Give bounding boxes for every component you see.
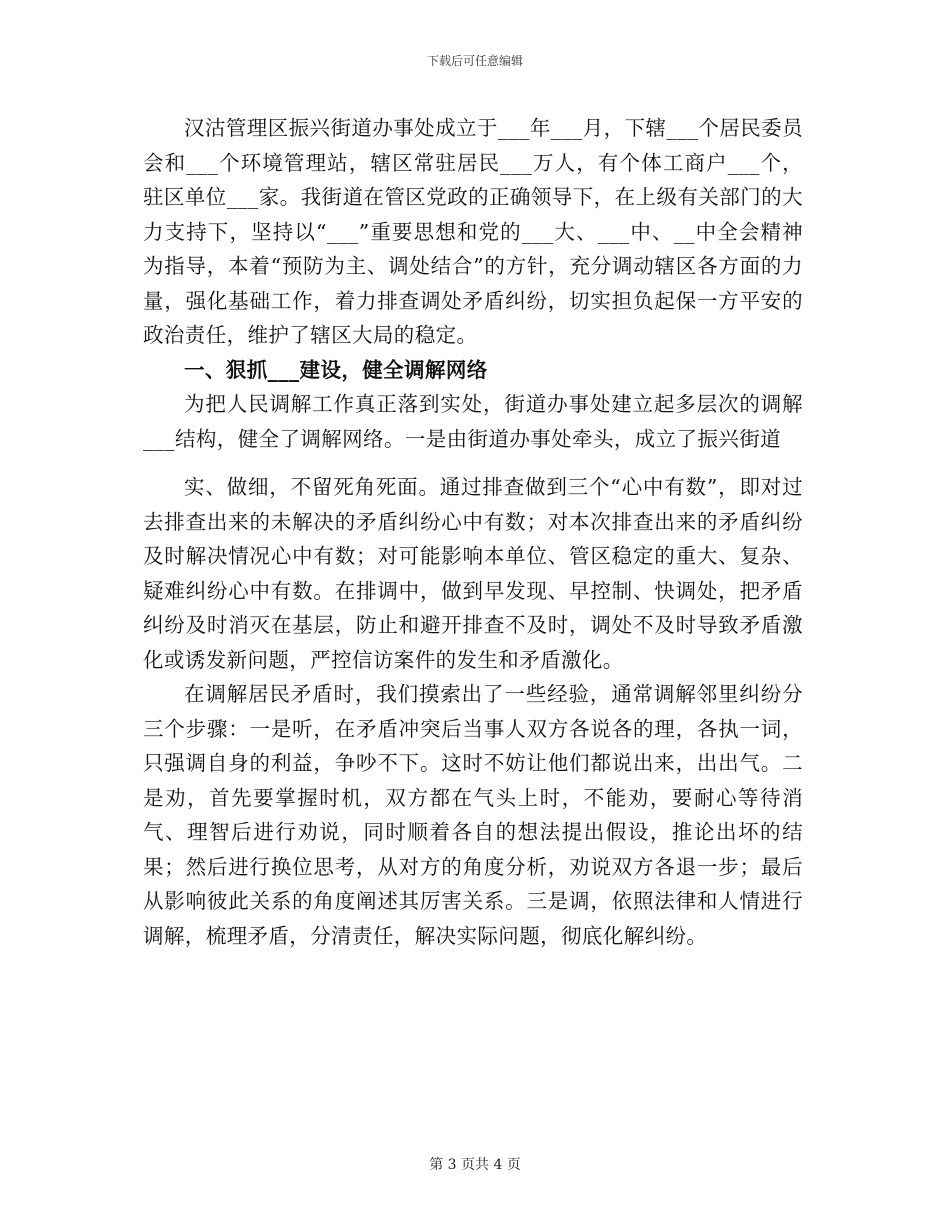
investigation-paragraph: 实、做细，不留死角死面。通过排查做到三个“心中有数”，即对过去排查出来的未解决的矛盾纠纷心中有数；对本次排查出来的矛盾纠纷及时解决情况心中有数；对可能影响本单位、管区稳定的重大、复杂、疑难纠纷心中有数。在排调中，做到早发现、早控制、快调处，把矛盾纠纷及时消灭在基层，防止和避开排查不及时，调处不及时导致矛盾激化或诱发新问题，严控信访案件的发生和矛盾激化。 bbox=[143, 475, 803, 672]
mediation-paragraph: 在调解居民矛盾时，我们摸索出了一些经验，通常调解邻里纠纷分三个步骤：一是听，在矛盾冲突后当事人双方各说各的理，各执一词，只强调自身的利益，争吵不下。这时不妨让他们都说出来，出出气。二是劝，首先要掌握时机，双方都在气头上时，不能劝，要耐心等待消气、理智后进行劝说，同时顺着各自的想法提出假设，推论出坏的结果；然后进行换位思考，从对方的角度分析，劝说双方各退一步；最后从影响彼此关系的角度阐述其厉害关系。三是调，依照法律和人情进行调解，梳理矛盾，分清责任，解决实际问题，彻底化解纠纷。 bbox=[143, 682, 803, 948]
page-header: 下载后可任意编辑 bbox=[426, 54, 523, 68]
section-heading: 一、狠抓___建设，健全调解网络 bbox=[184, 357, 488, 382]
document-body bbox=[143, 111, 803, 953]
section-paragraph: 为把人民调解工作真正落到实处，街道办事处建立起多层次的调解___结构，健全了调解网络。一是由街道办事处牵头，成立了振兴街道 bbox=[143, 392, 803, 451]
page-footer: 第 3 页共 4 页 bbox=[429, 1157, 521, 1173]
intro-paragraph: 汉沽管理区振兴街道办事处成立于___年___月，下辖___个居民委员会和___个环境管理站，辖区常驻居民___万人，有个体工商户___个，驻区单位___家。我街道在管区党政的正确领导下，在上级有关部门的大力支持下，坚持以“___”重要思想和党的___大、___中、__中全会精神为指导，本着“预防为主、调处结合”的方针，充分调动辖区各方面的力量，强化基础工作，着力排查调处矛盾纠纷，切实担负起保一方平安的政治责任，维护了辖区大局的稳定。 bbox=[143, 116, 803, 347]
